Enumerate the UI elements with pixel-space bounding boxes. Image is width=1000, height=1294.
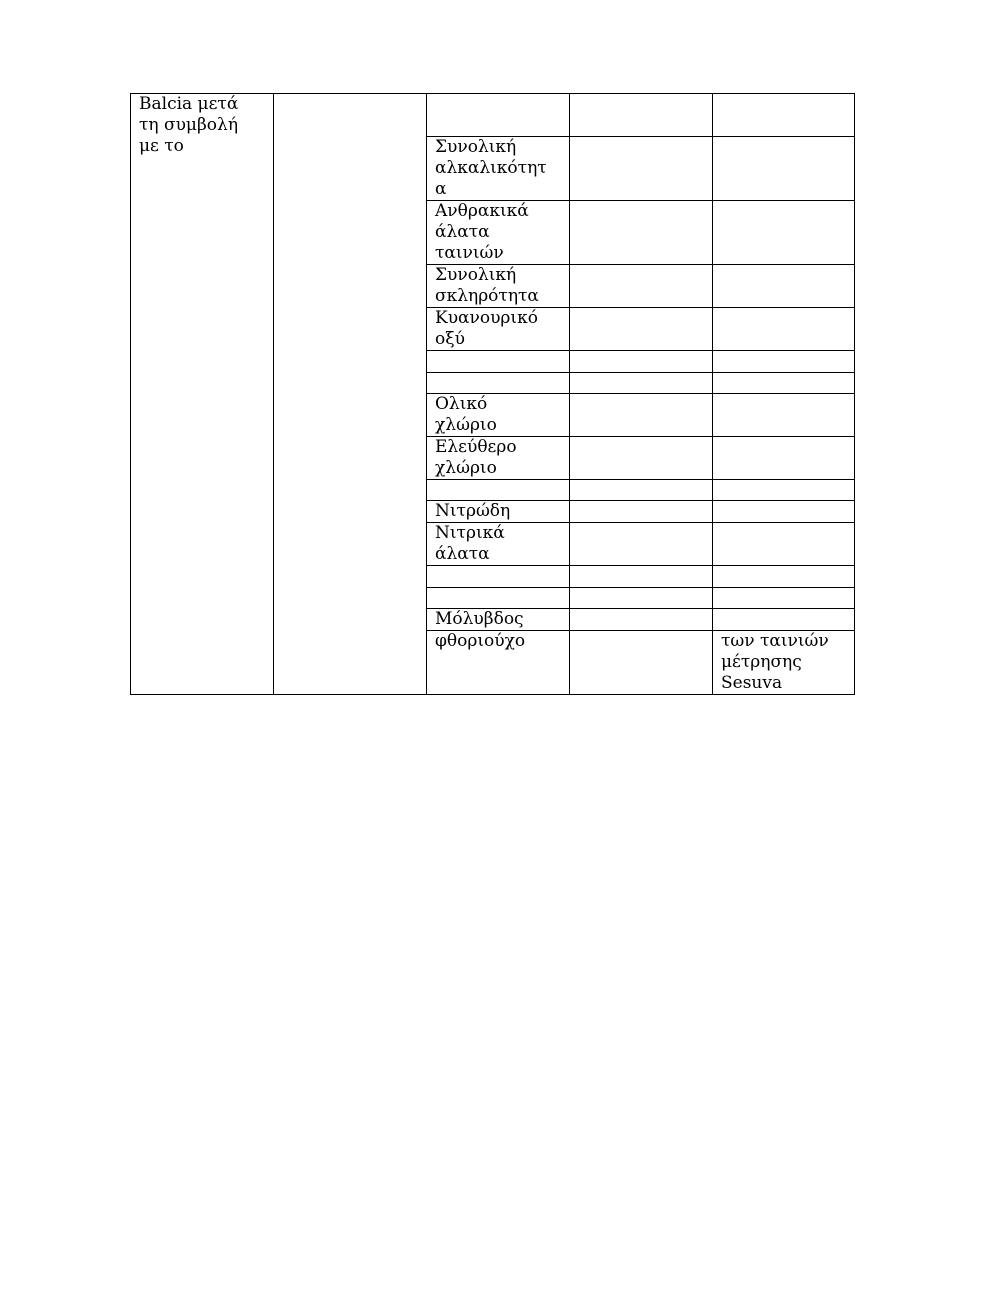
value-cell xyxy=(570,394,713,437)
parameter-line: φθοριούχο xyxy=(435,631,526,651)
notes-cell xyxy=(713,588,855,609)
empty-cell xyxy=(274,94,427,695)
parameter-line: αλκαλικότητ xyxy=(435,158,547,178)
parameter-line: χλώριο xyxy=(435,458,497,478)
parameter-cell xyxy=(427,437,570,480)
notes-cell xyxy=(713,94,855,137)
location-line: με το xyxy=(139,136,184,156)
value-cell xyxy=(570,94,713,137)
value-cell xyxy=(570,201,713,265)
value-cell xyxy=(570,588,713,609)
parameter-line: ταινιών xyxy=(435,243,504,263)
parameter-line: Ανθρακικά xyxy=(435,201,529,221)
parameter-cell xyxy=(427,631,570,695)
parameter-cell xyxy=(427,566,570,588)
notes-cell xyxy=(713,609,855,631)
parameter-cell xyxy=(427,609,570,631)
notes-line: Sesuva xyxy=(721,673,783,693)
parameter-cell xyxy=(427,308,570,351)
parameter-line: Συνολική xyxy=(435,265,517,285)
parameter-cell xyxy=(427,501,570,523)
value-cell xyxy=(570,265,713,308)
notes-line: μέτρησης xyxy=(721,652,802,672)
parameter-line: Κυανουρικό xyxy=(435,308,538,328)
parameter-cell xyxy=(427,137,570,201)
notes-cell xyxy=(713,480,855,501)
value-cell xyxy=(570,373,713,394)
parameter-cell xyxy=(427,94,570,137)
parameter-line: χλώριο xyxy=(435,415,497,435)
parameter-line: Συνολική xyxy=(435,137,517,157)
parameter-line: Ελεύθερο xyxy=(435,437,517,457)
notes-cell xyxy=(713,523,855,566)
parameter-line: Ολικό xyxy=(435,394,488,414)
value-cell xyxy=(570,437,713,480)
notes-cell xyxy=(713,566,855,588)
location-cell xyxy=(131,94,274,695)
parameter-line: άλατα xyxy=(435,222,490,242)
value-cell xyxy=(570,351,713,373)
parameter-line: Μόλυβδος xyxy=(435,609,524,629)
parameter-cell xyxy=(427,480,570,501)
parameter-cell xyxy=(427,265,570,308)
parameter-cell xyxy=(427,351,570,373)
value-cell xyxy=(570,308,713,351)
parameter-cell xyxy=(427,588,570,609)
parameter-cell xyxy=(427,394,570,437)
notes-cell xyxy=(713,631,855,695)
parameter-line: Νιτρώδη xyxy=(435,501,511,521)
location-line: Balcia μετά xyxy=(139,94,239,114)
notes-line: των ταινιών xyxy=(721,631,829,651)
parameter-line: Νιτρικά xyxy=(435,523,505,543)
parameter-line: α xyxy=(435,179,447,199)
parameter-line: οξύ xyxy=(435,329,465,349)
value-cell xyxy=(570,631,713,695)
notes-cell xyxy=(713,394,855,437)
parameter-cell xyxy=(427,523,570,566)
value-cell xyxy=(570,566,713,588)
notes-cell xyxy=(713,201,855,265)
table-row xyxy=(131,94,855,137)
value-cell xyxy=(570,609,713,631)
notes-cell xyxy=(713,351,855,373)
notes-cell xyxy=(713,501,855,523)
value-cell xyxy=(570,137,713,201)
notes-cell xyxy=(713,373,855,394)
location-line: τη συμβολή xyxy=(139,115,239,135)
parameter-cell xyxy=(427,373,570,394)
parameter-cell xyxy=(427,201,570,265)
value-cell xyxy=(570,523,713,566)
notes-cell xyxy=(713,437,855,480)
notes-cell xyxy=(713,265,855,308)
parameter-line: άλατα xyxy=(435,544,490,564)
notes-cell xyxy=(713,137,855,201)
value-cell xyxy=(570,480,713,501)
parameter-line: σκληρότητα xyxy=(435,286,539,306)
notes-cell xyxy=(713,308,855,351)
measurement-table xyxy=(130,93,855,695)
value-cell xyxy=(570,501,713,523)
